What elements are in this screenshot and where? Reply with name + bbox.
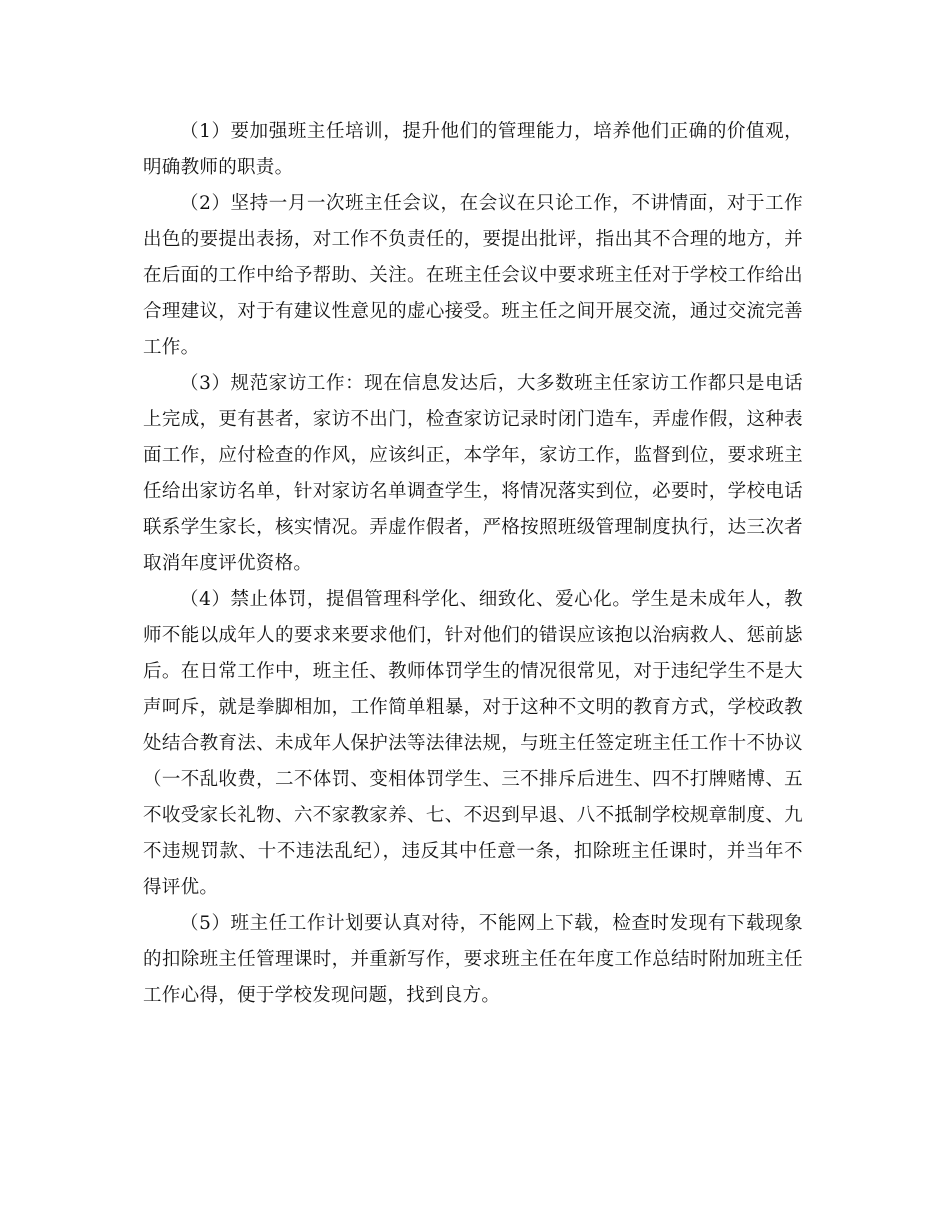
paragraph-5: （5）班主任工作计划要认真对待，不能网上下载，检查时发现有下载现象的扣除班主任管理课时，并重新写作，要求班主任在年度工作总结时附加班主任工作心得，便于学校发现问题，找到良方。	[143, 913, 803, 1006]
paragraph-4: （4）禁止体罚，提倡管理科学化、细致化、爱心化。学生是未成年人，教师不能以成年人的要求来要求他们，针对他们的错误应该抱以治病救人、惩前毖后。在日常工作中，班主任、教师体罚学生的情况很常见，对于违纪学生不是大声呵斥，就是拳脚相加，工作简单粗暴，对于这种不文明的教育方式，学校政教处结合教育法、未成年人保护法等法律法规，与班主任签定班主任工作十不协议（一不乱收费，二不体罚、变相体罚学生、三不排斥后进生、四不打牌赌博、五不收受家长礼物、六不家教家养、七、不迟到早退、八不抵制学校规章制度、九不违规罚款、十不违法乱纪），违反其中任意一条，扣除班主任课时，并当年不得评优。	[143, 589, 803, 898]
paragraph-1: （1）要加强班主任培训，提升他们的管理能力，培养他们正确的价值观，明确教师的职责。	[143, 121, 803, 178]
document-body	[143, 114, 803, 1014]
paragraph-3: （3）规范家访工作：现在信息发达后，大多数班主任家访工作都只是电话上完成，更有甚者，家访不出门，检查家访记录时闭门造车，弄虚作假，这种表面工作，应付检查的作风，应该纠正，本学年，家访工作，监督到位，要求班主任给出家访名单，针对家访名单调查学生，将情况落实到位，必要时，学校电话联系学生家长，核实情况。弄虚作假者，严格按照班级管理制度执行，达三次者取消年度评优资格。	[143, 373, 803, 574]
paragraph-2: （2）坚持一月一次班主任会议，在会议在只论工作，不讲情面，对于工作出色的要提出表扬，对工作不负责任的，要提出批评，指出其不合理的地方，并在后面的工作中给予帮助、关注。在班主任会议中要求班主任对于学校工作给出合理建议，对于有建议性意见的虚心接受。班主任之间开展交流，通过交流完善工作。	[143, 193, 803, 358]
